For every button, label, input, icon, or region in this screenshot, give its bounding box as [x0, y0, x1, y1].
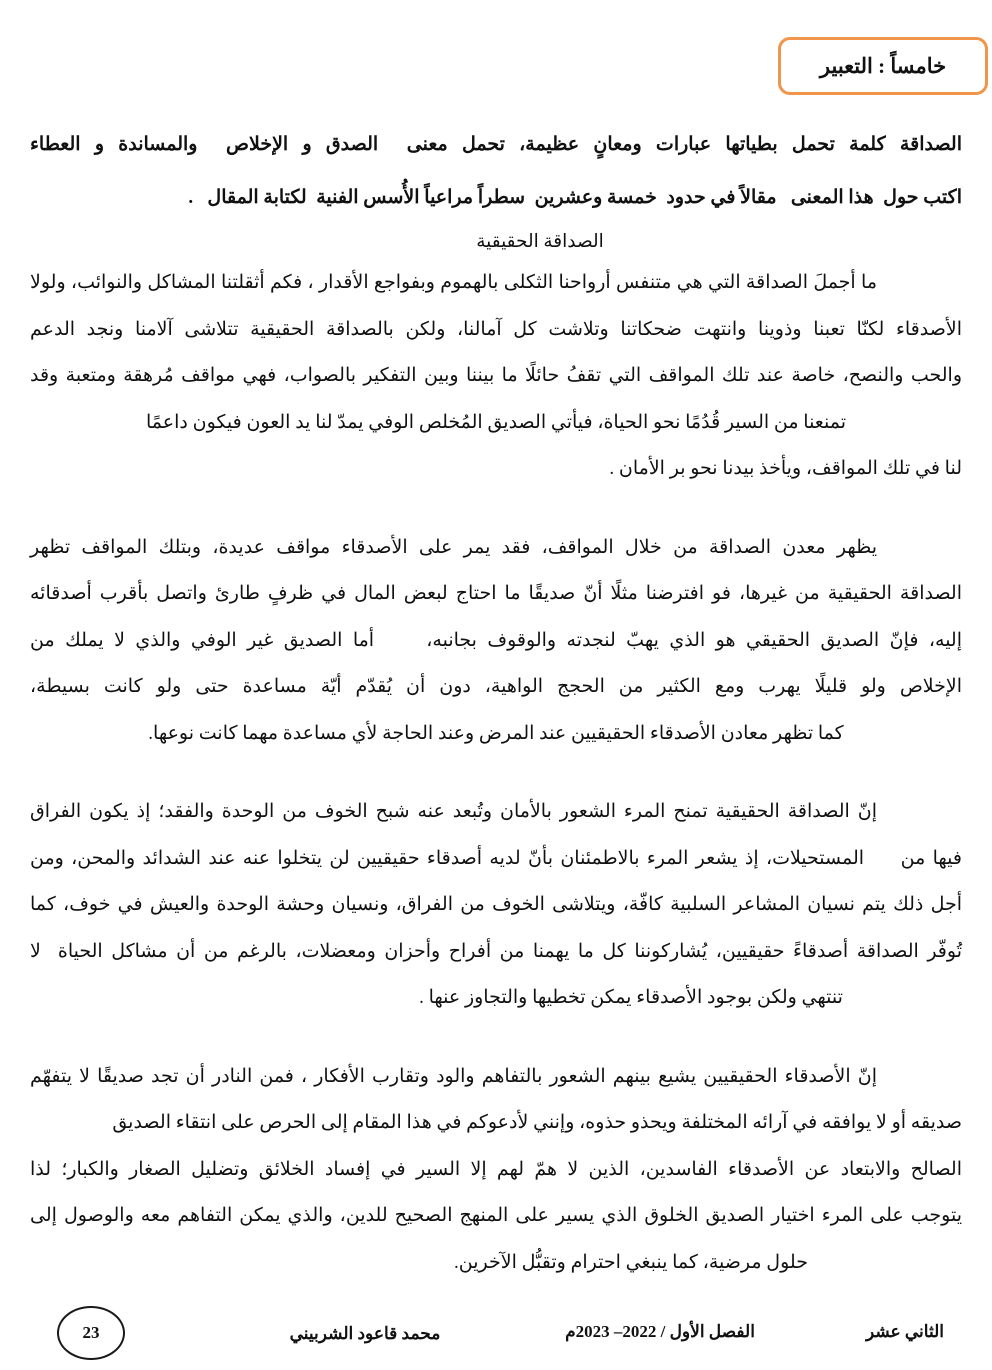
essay-line: لنا في تلك المواقف، ويأخذ بيدنا نحو بر الأمان . — [609, 458, 962, 479]
essay-line: يتوجب على المرء اختيار الصديق الخلوق الذي يسير على المنهج الصحيح للدين، والذي يمكن التفاهم معه والوصول إلى — [30, 1205, 962, 1226]
essay-line: يظهر معدن الصداقة من خلال المواقف، فقد يمر على الأصدقاء مواقف عديدة، وبتلك المواقف تظهر — [30, 536, 877, 558]
essay-body — [30, 260, 962, 1286]
essay-line: صديقه أو لا يوافقه في آرائه المختلفة ويحذو حذوه، وإنني لأدعوكم في هذا المقام إلى الحرص على انتقاء الصديق — [112, 1112, 962, 1133]
essay-line: تنتهي ولكن بوجود الأصدقاء يمكن تخطيها والتجاوز عنها . — [419, 987, 843, 1008]
essay-line: والحب والنصح، خاصة عند تلك المواقف التي تقفُ حائلًا ما بيننا وبين التفكير بالصواب، فهي مواقف مُرهقة ومتعبة وقد — [30, 365, 962, 386]
essay-paragraph — [30, 789, 962, 1022]
essay-paragraph — [30, 260, 962, 493]
footer-grade: الثاني عشر — [865, 1322, 944, 1341]
page-footer — [0, 1296, 992, 1370]
prompt-line-1: الصداقة كلمة تحمل بطياتها عبارات ومعانٍ عظيمة، تحمل معنى الصدق و الإخلاص والمساندة و العطاء — [30, 134, 962, 155]
essay-prompt — [30, 118, 962, 224]
essay-title: الصداقة الحقيقية — [476, 232, 604, 252]
essay-line: إنّ الأصدقاء الحقيقيين يشيع بينهم الشعور بالتفاهم والود وتقارب الأفكار ، فمن النادر أن تجد صديقًا لا يتفهّم — [30, 1065, 877, 1087]
essay-line: تُوفّر الصداقة أصدقاءً حقيقيين، يُشاركوننا كل ما يهمنا من أفراح وأحزان ومعضلات، بالرغم من أن مشاكل الحياة لا — [30, 940, 962, 962]
essay-line: الصالح والابتعاد عن الأصدقاء الفاسدين، الذين لا همّ لهم إلا السير في إفساد الخلائق وتضليل الصغار والكبار؛ لذا — [30, 1158, 962, 1180]
essay-line: أجل ذلك يتم نسيان المشاعر السلبية كافّة، ويتلاشى الخوف من الفراق، ونسيان وحشة الوحدة والعيش في خوف، كما — [30, 894, 962, 915]
prompt-line-2: اكتب حول هذا المعنى مقالاً في حدود خمسة وعشرين سطراً مراعياً الأُسس الفنية لكتابة المقال . — [188, 187, 962, 208]
essay-line: إليه، فإنّ الصديق الحقيقي هو الذي يهبّ لنجدته والوقوف بجانبه، أما الصديق غير الوفي والذي لا يملك من — [30, 629, 962, 651]
essay-line: حلول مرضية، كما ينبغي احترام وتقبُّل الآخرين. — [454, 1251, 808, 1273]
footer-term: الفصل الأول / 2022– 2023م — [565, 1322, 755, 1341]
essay-line: فيها من المستحيلات، إذ يشعر المرء بالاطمئنان بأنّ لديه أصدقاء حقيقيين لن يتخلوا عنه عند الشدائد والمحن، ومن — [30, 847, 962, 869]
essay-line: إنّ الصداقة الحقيقية تمنح المرء الشعور بالأمان وتُبعد عنه شبح الخوف من الوحدة والفقد؛ إذ يكون الفراق — [30, 801, 877, 822]
essay-paragraph — [30, 525, 962, 758]
essay-line: ما أجملَ الصداقة التي هي متنفس أرواحنا الثكلى بالهموم وبفواجع الأقدار ، فكم أثقلتنا المشاكل والنوائب، ولولا — [30, 272, 877, 293]
page-number-badge: 23 — [57, 1306, 125, 1360]
essay-line: الصداقة الحقيقية من غيرها، فو افترضنا مثلًا أنّ صديقًا ما احتاج لبعض المال في ظرفٍ طارئ واتصل بأقرب أصدقائه — [30, 583, 962, 604]
essay-line: الإخلاص ولو قليلًا يهرب ومع الكثير من الحجج الواهية، دون أن يُقدّم أيّة مساعدة حتى ولو كانت بسيطة، — [30, 676, 962, 697]
section-header-badge: خامساً : التعبير — [778, 37, 988, 95]
essay-line: كما تظهر معادن الأصدقاء الحقيقيين عند المرض وعند الحاجة لأي مساعدة مهما كانت نوعها. — [148, 722, 844, 744]
essay-paragraph — [30, 1054, 962, 1287]
essay-line: تمنعنا من السير قُدُمًا نحو الحياة، فيأتي الصديق المُخلص الوفي يمدّ لنا يد العون فيكون داعمًا — [146, 411, 846, 433]
essay-line: الأصدقاء لكنّا تعبنا وذوينا وانتهت ضحكاتنا وتلاشت كل آمالنا، ولكن بالصداقة الحقيقية تتلاشى آلامنا ونجد الدعم — [30, 318, 962, 340]
footer-author: محمد قاعود الشربيني — [289, 1324, 441, 1343]
